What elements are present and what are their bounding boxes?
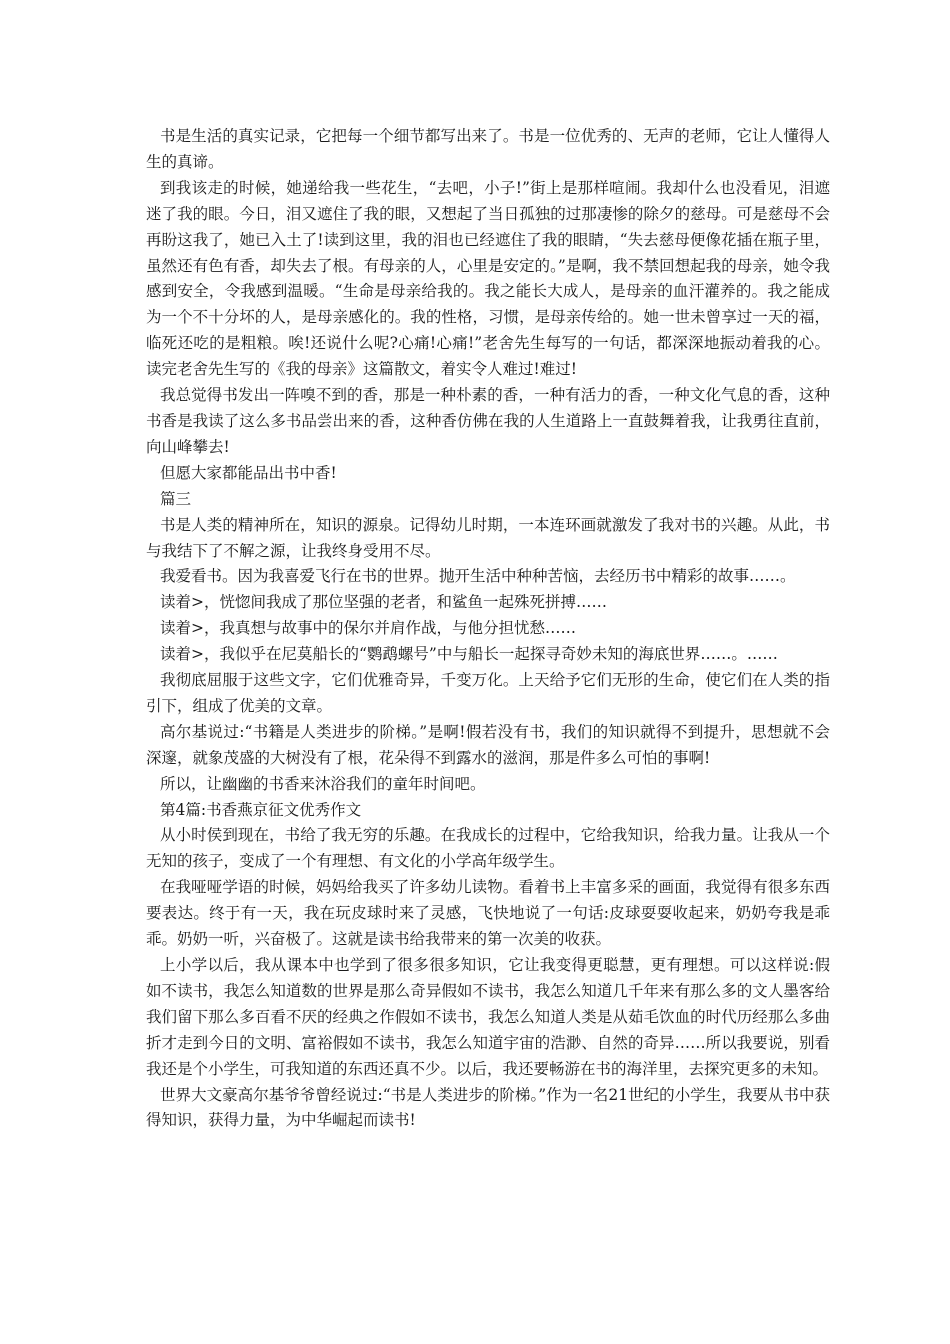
section-heading: 篇三 [160, 489, 192, 508]
paragraph: 读着>，恍惚间我成了那位坚强的老者，和鲨鱼一起殊死拼搏…… [160, 593, 607, 612]
paragraph: 从小时侯到现在，书给了我无穷的乐趣。在我成长的过程中，它给我知识，给我力量。让我从一个无知的孩子，变成了一个有理想、有文化的小学高年级学生。 [146, 826, 830, 871]
paragraph: 我爱看书。因为我喜爱飞行在书的世界。抛开生活中种种苦恼，去经历书中精彩的故事……。 [160, 567, 796, 586]
section-heading: 第4篇:书香燕京征文优秀作文 [160, 800, 362, 819]
paragraph: 世界大文豪高尔基爷爷曾经说过:“书是人类进步的阶梯。”作为一名21世纪的小学生，我要从书中获得知识，获得力量，为中华崛起而读书! [146, 1085, 830, 1130]
paragraph: 到我该走的时候，她递给我一些花生，“去吧，小子!”街上是那样喧闹。我却什么也没看见，泪遮迷了我的眼。今日，泪又遮住了我的眼，又想起了当日孤独的过那凄惨的除夕的慈母。可是慈母不会再盼这我了，她已入土了!读到这里，我的泪也已经遮住了我的眼睛，“失去慈母便像花插在瓶子里，虽然还有色有香，却失去了根。有母亲的人，心里是安定的。”是啊，我不禁回想起我的母亲，她令我感到安全，令我感到温暖。“生命是母亲给我的。我之能长大成人，是母亲的血汗灌养的。我之能成为一个不十分坏的人，是母亲感化的。我的性格，习惯，是母亲传给的。她一世未曾享过一天的福，临死还吃的是粗粮。唉!还说什么呢?心痛!心痛!”老舍先生每写的一句话，都深深地振动着我的心。读完老舍先生写的《我的母亲》这篇散文，着实令人难过!难过! [146, 178, 830, 379]
paragraph: 书是人类的精神所在，知识的源泉。记得幼儿时期，一本连环画就激发了我对书的兴趣。从此，书与我结下了不解之源，让我终身受用不尽。 [146, 515, 830, 560]
paragraph: 读着>，我似乎在尼莫船长的“鹦鹉螺号”中与船长一起探寻奇妙未知的海底世界……。…… [160, 645, 778, 664]
paragraph: 高尔基说过:“书籍是人类进步的阶梯。”是啊!假若没有书，我们的知识就得不到提升，思想就不会深邃，就象茂盛的大树没有了根，花朵得不到露水的滋润，那是件多么可怕的事啊! [146, 722, 830, 767]
paragraph: 上小学以后，我从课本中也学到了很多很多知识，它让我变得更聪慧，更有理想。可以这样说:假如不读书，我怎么知道数的世界是那么奇异假如不读书，我怎么知道几千年来有那么多的文人墨客给我们留下那么多百看不厌的经典之作假如不读书，我怎么知道人类是从茹毛饮血的时代历经那么多曲折才走到今日的文明、富裕假如不读书，我怎么知道宇宙的浩渺、自然的奇异……所以我要说，别看我还是个小学生，可我知道的东西还真不少。以后，我还要畅游在书的海洋里，去探究更多的未知。 [146, 956, 830, 1078]
paragraph: 书是生活的真实记录，它把每一个细节都写出来了。书是一位优秀的、无声的老师，它让人懂得人生的真谛。 [146, 127, 830, 171]
paragraph: 所以，让幽幽的书香来沐浴我们的童年时间吧。 [160, 774, 486, 793]
paragraph: 但愿大家都能品出书中香! [160, 463, 337, 482]
paragraph: 读着>，我真想与故事中的保尔并肩作战，与他分担忧愁…… [160, 619, 576, 638]
paragraph: 在我哑哑学语的时候，妈妈给我买了许多幼儿读物。看着书上丰富多采的画面，我觉得有很多东西要表达。终于有一天，我在玩皮球时来了灵感，飞快地说了一句话:皮球耍耍收起来，奶奶夸我是乖乖。奶奶一听，兴奋极了。这就是读书给我带来的第一次美的收获。 [146, 878, 830, 949]
paragraph: 我总觉得书发出一阵嗅不到的香，那是一种朴素的香，一种有活力的香，一种文化气息的香，这种书香是我读了这么多书品尝出来的香，这种香仿佛在我的人生道路上一直鼓舞着我，让我勇往直前，向山峰攀去! [146, 386, 830, 456]
paragraph: 我彻底屈服于这些文字，它们优雅奇异，千变万化。上天给予它们无形的生命，使它们在人类的指引下，组成了优美的文章。 [146, 671, 830, 715]
